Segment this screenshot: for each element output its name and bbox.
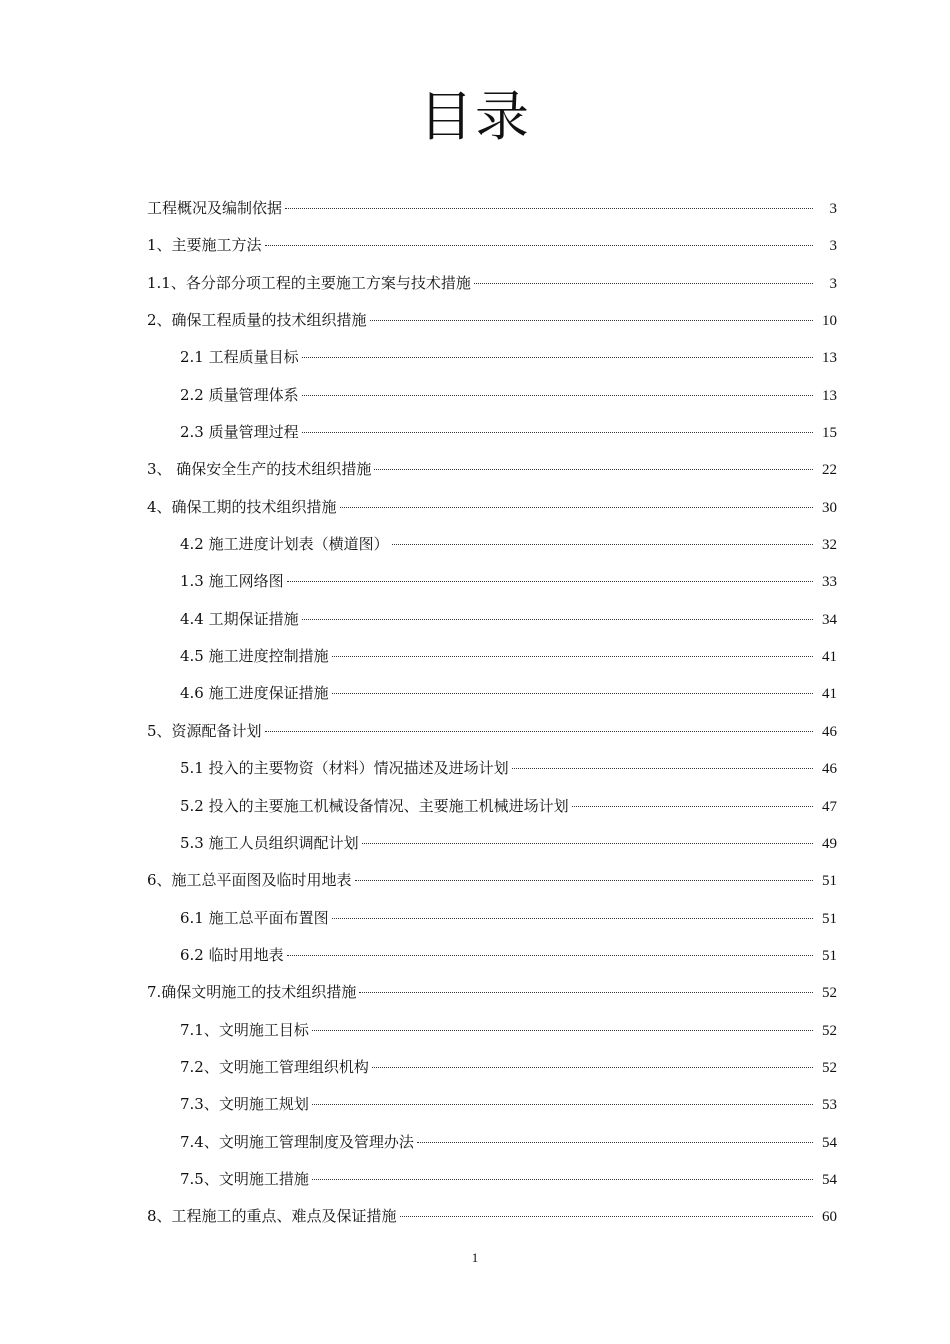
- toc-entry[interactable]: [147, 713, 837, 750]
- toc-entry-page: 3: [829, 238, 837, 255]
- toc-entry-label: 工程概况及编制依据: [147, 199, 283, 217]
- toc-entry[interactable]: [147, 1012, 837, 1049]
- toc-dot-leader: [265, 245, 813, 246]
- toc-dot-leader: [392, 544, 813, 545]
- toc-entry-label: 7.1、文明施工目标: [180, 1020, 309, 1039]
- toc-entry-label: 2.1 工程质量目标: [180, 348, 299, 367]
- toc-entry[interactable]: [147, 1198, 837, 1235]
- toc-entry-label: 1.3 施工网络图: [180, 572, 284, 591]
- toc-dot-leader: [265, 731, 813, 732]
- toc-entry[interactable]: [147, 750, 837, 787]
- toc-entry[interactable]: [147, 638, 837, 675]
- toc-entry-label: 5.1 投入的主要物资（材料）情况描述及进场计划: [180, 759, 509, 778]
- toc-entry-label: 1.1、各分部分项工程的主要施工方案与技术措施: [147, 273, 471, 292]
- toc-dot-leader: [572, 806, 813, 807]
- page-title: 目录: [419, 85, 531, 148]
- toc-entry-label: 7.确保文明施工的技术组织措施: [147, 983, 357, 1002]
- toc-dot-leader: [287, 581, 813, 582]
- toc-entry[interactable]: [147, 227, 837, 264]
- toc-entry[interactable]: [147, 675, 837, 712]
- toc-entry[interactable]: [147, 451, 837, 488]
- toc-entry[interactable]: [147, 339, 837, 376]
- toc-entry[interactable]: [147, 900, 837, 937]
- toc-entry-label: 4.5 施工进度控制措施: [180, 647, 329, 666]
- toc-entry-page: 49: [822, 835, 837, 852]
- toc-entry[interactable]: [147, 563, 837, 600]
- page-number: 1: [471, 1250, 479, 1265]
- toc-entry[interactable]: [147, 1124, 837, 1161]
- toc-entry-page: 3: [829, 275, 837, 292]
- toc-entry-page: 13: [822, 350, 837, 367]
- toc-entry-page: 3: [829, 201, 837, 217]
- toc-entry-label: 5.3 施工人员组织调配计划: [180, 833, 359, 852]
- toc-dot-leader: [512, 768, 813, 769]
- toc-dot-leader: [374, 469, 813, 470]
- toc-entry-page: 10: [822, 313, 837, 330]
- toc-dot-leader: [370, 320, 813, 321]
- toc-entry-label: 4.4 工期保证措施: [180, 609, 299, 628]
- toc-dot-leader: [285, 208, 813, 209]
- toc-entry-label: 2.3 质量管理过程: [180, 423, 299, 442]
- toc-entry-label: 5.2 投入的主要施工机械设备情况、主要施工机械进场计划: [180, 796, 569, 815]
- toc-dot-leader: [312, 1179, 813, 1180]
- toc-entry[interactable]: [147, 937, 837, 974]
- toc-dot-leader: [302, 432, 813, 433]
- toc-entry[interactable]: [147, 414, 837, 451]
- toc-entry-page: 51: [822, 873, 837, 890]
- toc-entry[interactable]: [147, 302, 837, 339]
- toc-entry-label: 7.4、文明施工管理制度及管理办法: [180, 1132, 414, 1151]
- toc-entry-page: 53: [822, 1097, 837, 1114]
- toc-entry-page: 32: [822, 537, 837, 554]
- toc-entry-page: 52: [822, 985, 837, 1002]
- toc-entry-page: 46: [822, 761, 837, 778]
- toc-entry[interactable]: [147, 377, 837, 414]
- toc-entry-page: 51: [822, 947, 837, 964]
- toc-entry[interactable]: [147, 1161, 837, 1198]
- toc-entry-label: 4、确保工期的技术组织措施: [147, 497, 337, 516]
- toc-entry-label: 7.2、文明施工管理组织机构: [180, 1057, 369, 1076]
- toc-entry-page: 60: [822, 1209, 837, 1226]
- toc-entry[interactable]: [147, 788, 837, 825]
- toc-entry-label: 8、工程施工的重点、难点及保证措施: [147, 1207, 397, 1226]
- toc-dot-leader: [332, 656, 813, 657]
- toc-entry[interactable]: [147, 265, 837, 302]
- toc-dot-leader: [340, 507, 813, 508]
- toc-entry-page: 15: [822, 425, 837, 442]
- toc-dot-leader: [332, 918, 813, 919]
- toc-entry-label: 1、主要施工方法: [147, 236, 262, 255]
- toc-entry-label: 7.3、文明施工规划: [180, 1095, 309, 1114]
- toc-entry-page: 54: [822, 1134, 837, 1151]
- toc-entry[interactable]: [147, 489, 837, 526]
- toc-dot-leader: [332, 693, 813, 694]
- toc-entry-page: 30: [822, 499, 837, 516]
- toc-entry-page: 22: [822, 462, 837, 479]
- toc-entry-page: 41: [822, 686, 837, 703]
- toc-dot-leader: [362, 843, 813, 844]
- toc-dot-leader: [312, 1104, 813, 1105]
- toc-entry-label: 4.2 施工进度计划表（横道图）: [180, 535, 389, 554]
- toc-entry-page: 46: [822, 723, 837, 740]
- toc-entry[interactable]: [147, 825, 837, 862]
- toc-dot-leader: [312, 1030, 813, 1031]
- table-of-contents: [147, 190, 837, 1236]
- toc-entry-page: 47: [822, 798, 837, 815]
- toc-dot-leader: [302, 357, 813, 358]
- toc-entry-label: 6、施工总平面图及临时用地表: [147, 871, 352, 890]
- toc-entry-page: 52: [822, 1059, 837, 1076]
- toc-entry-label: 3、 确保安全生产的技术组织措施: [147, 460, 372, 479]
- toc-entry-page: 33: [822, 574, 837, 591]
- toc-entry-label: 7.5、文明施工措施: [180, 1169, 309, 1188]
- toc-entry-page: 51: [822, 910, 837, 927]
- toc-dot-leader: [417, 1142, 813, 1143]
- toc-entry-label: 4.6 施工进度保证措施: [180, 684, 329, 703]
- toc-dot-leader: [302, 395, 813, 396]
- toc-entry[interactable]: [147, 862, 837, 899]
- toc-dot-leader: [474, 283, 813, 284]
- toc-entry[interactable]: [147, 1049, 837, 1086]
- toc-dot-leader: [302, 619, 813, 620]
- toc-dot-leader: [355, 880, 813, 881]
- toc-entry[interactable]: [147, 1086, 837, 1123]
- toc-entry-label: 2.2 质量管理体系: [180, 385, 299, 404]
- toc-entry-page: 52: [822, 1022, 837, 1039]
- toc-dot-leader: [359, 992, 813, 993]
- toc-entry-page: 13: [822, 387, 837, 404]
- toc-entry[interactable]: [147, 526, 837, 563]
- toc-entry-page: 34: [822, 611, 837, 628]
- toc-entry[interactable]: [147, 190, 837, 227]
- toc-entry[interactable]: [147, 601, 837, 638]
- toc-entry-label: 2、确保工程质量的技术组织措施: [147, 311, 367, 330]
- toc-entry-label: 6.2 临时用地表: [180, 945, 284, 964]
- toc-dot-leader: [372, 1067, 813, 1068]
- toc-entry-label: 6.1 施工总平面布置图: [180, 908, 329, 927]
- toc-dot-leader: [287, 955, 813, 956]
- toc-entry[interactable]: [147, 974, 837, 1011]
- toc-entry-page: 41: [822, 649, 837, 666]
- toc-entry-label: 5、资源配备计划: [147, 721, 262, 740]
- toc-entry-page: 54: [822, 1171, 837, 1188]
- toc-dot-leader: [400, 1216, 813, 1217]
